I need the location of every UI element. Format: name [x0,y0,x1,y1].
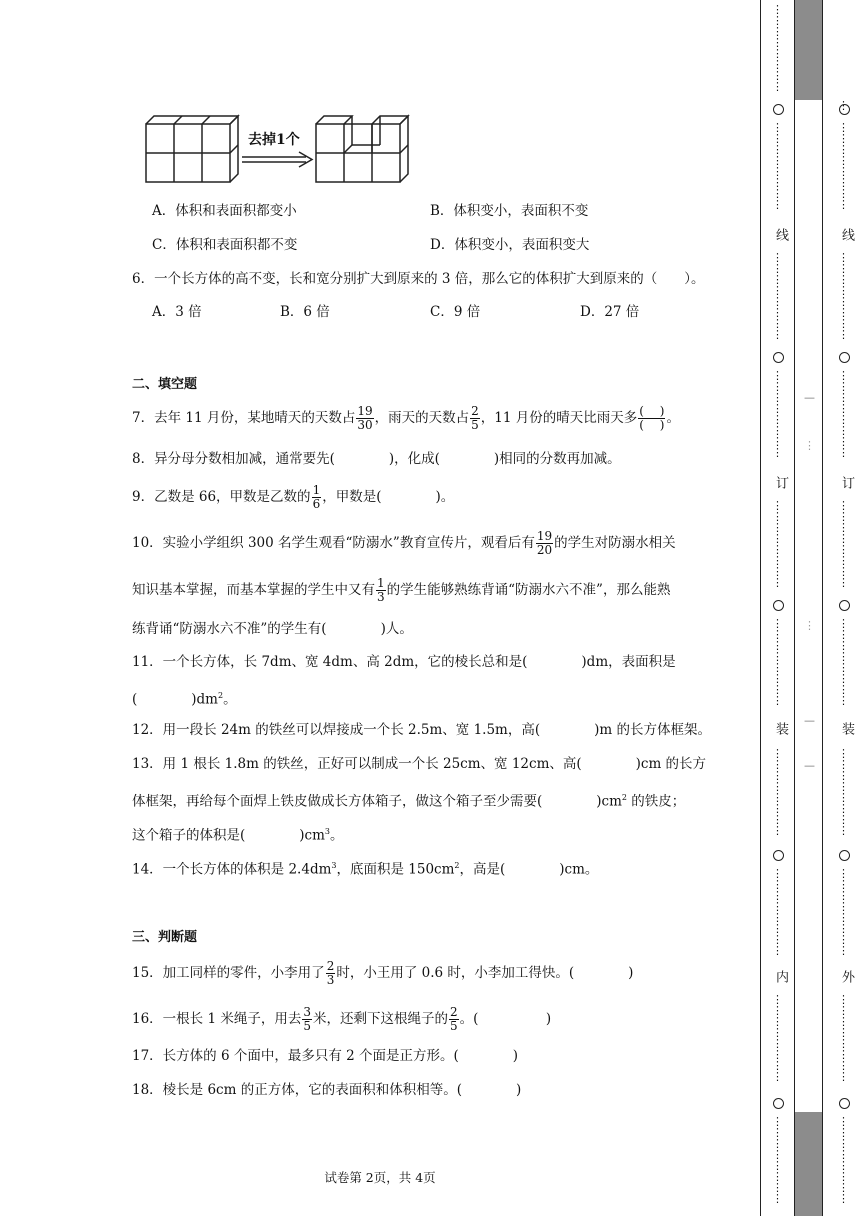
superscript: 2 [621,793,627,802]
question-12: 12．用一段长 24m 的铁丝可以焊接成一个长 2.5m、宽 1.5m，高( )m 的长方体框架。 [132,722,711,738]
dotted-line-inner: ⋮ ⋮ ⋮ ⋮ ⋮ ⋮ ⋮ ⋮ [772,121,783,211]
question-9 [132,484,454,511]
denominator: 3 [377,590,385,604]
circle-mark [839,352,850,363]
q6-option-a: A．3 倍 [152,304,202,320]
q11-end: 。 [223,691,237,708]
q5-option-b: B．体积变小，表面积不变 [430,203,589,219]
dotted-line-outer: ⋮ ⋮ ⋮ ⋮ ⋮ ⋮ ⋮ ⋮ [838,251,849,341]
superscript: 3 [324,827,330,836]
circle-mark [773,104,784,115]
question-8: 8．异分母分数相加减，通常要先( )，化成( )相同的分数再加减。 [132,451,621,467]
q16-text-2: 米，还剩下这根绳子的 [313,1011,448,1027]
q9-text-1: 9．乙数是 66，甲数是乙数的 [132,489,311,505]
faint-marks: — [804,714,815,727]
circle-mark [839,1098,850,1109]
numerator: 1 [377,576,385,590]
q10-text-3: 知识基本掌握，而基本掌握的学生中又有 [132,582,375,598]
numerator: 19 [536,529,553,543]
q15-text-1: 15．加工同样的零件，小李用了 [132,965,325,981]
question-14 [132,856,598,880]
dotted-line-inner: ⋮ ⋮ ⋮ ⋮ ⋮ ⋮ ⋮ ⋮ [772,369,783,459]
question-16 [132,1006,551,1033]
numerator: 3 [303,1005,311,1019]
q11-text: ( )dm [132,691,218,708]
faint-marks: ⋮ [804,619,815,632]
dotted-line-outer: ⋮ ⋮ ⋮ ⋮ ⋮ ⋮ ⋮ ⋮ [838,617,849,707]
strip-border [760,0,761,1216]
faint-marks: — [804,391,815,404]
fraction [449,1006,459,1033]
fraction [302,1006,312,1033]
question-11-line-1: 11．一个长方体，长 7dm、宽 4dm、高 2dm，它的棱长总和是( )dm，表面积是 [132,654,676,670]
fraction [312,484,322,511]
dotted-line-inner: ⋮ ⋮ ⋮ ⋮ ⋮ ⋮ ⋮ ⋮ [772,3,783,93]
question-11-line-2 [132,686,237,710]
denominator: 3 [326,973,335,987]
numerator: 2 [326,959,335,973]
question-10-line-1 [132,530,676,557]
binding-label-inside: 内 [773,970,788,983]
dotted-line-inner: ⋮ ⋮ ⋮ ⋮ ⋮ ⋮ ⋮ ⋮ [772,867,783,957]
dotted-line-outer: ⋮ [838,99,849,112]
q7-text-4: 。 [666,410,680,426]
q10-text-1: 10．实验小学组织 300 名学生观看“防溺水”教育宣传片，观看后有 [132,535,535,551]
dotted-line-outer: ⋮ ⋮ ⋮ ⋮ ⋮ ⋮ ⋮ ⋮ [838,993,849,1083]
q5-option-d: D．体积变小，表面积变大 [430,237,590,253]
q15-text-2: 时，小王用了 0.6 时，小李加工得快。( ) [336,965,634,981]
dotted-line-outer: ⋮ ⋮ ⋮ ⋮ ⋮ ⋮ ⋮ ⋮ [838,499,849,589]
denominator: 20 [536,543,553,557]
circle-mark [773,1098,784,1109]
circle-mark [839,104,850,115]
denominator: 6 [312,497,321,511]
gray-band-bottom [795,1112,822,1216]
question-17: 17．长方体的 6 个面中，最多只有 2 个面是正方形。( ) [132,1048,519,1064]
faint-marks: ⋮ [804,439,815,452]
question-18: 18．棱长是 6cm 的正方体，它的表面积和体积相等。( ) [132,1082,522,1098]
q14-text-1: 14．一个长方体的体积是 2.4dm [132,861,332,878]
superscript: 2 [454,861,460,870]
arrow-label: 去掉1个 [248,132,300,148]
faint-marks: — [804,759,815,772]
fraction [376,577,386,604]
circle-mark [773,850,784,861]
binding-label-order-inner: 订 [773,476,788,489]
question-13-line-1: 13．用 1 根长 1.8m 的铁丝，正好可以制成一个长 25cm、宽 12cm、高( )cm 的长方 [132,756,707,772]
fraction [356,405,373,432]
section-title-fill-blank: 二、填空题 [132,377,198,392]
question-13-line-3 [132,822,344,846]
q10-text-4: 的学生能够熟练背诵“防溺水六不准”，那么能熟 [386,582,671,598]
q7-text-1: 7．去年 11 月份，某地晴天的天数占 [132,410,356,426]
dotted-line-inner: ⋮ ⋮ ⋮ ⋮ ⋮ ⋮ ⋮ ⋮ [772,1115,783,1205]
circle-mark [773,352,784,363]
denominator: ( ) [639,418,665,432]
question-10-line-3: 练背诵“防溺水六不准”的学生有( )人。 [132,621,413,637]
dotted-line-inner: ⋮ ⋮ ⋮ ⋮ ⋮ ⋮ ⋮ ⋮ [772,499,783,589]
q13-text-4: 这个箱子的体积是( )cm [132,827,325,844]
q13-text-2: 体框架，再给每个面焊上铁皮做成长方体箱子，做这个箱子至少需要( )cm [132,793,622,810]
superscript: 2 [217,691,224,700]
question-13-line-2 [132,788,685,812]
binding-label-outside: 外 [839,970,854,983]
superscript: 3 [331,861,337,870]
question-6: 6．一个长方体的高不变，长和宽分别扩大到原来的 3 倍，那么它的体积扩大到原来的（ ）。 [132,271,705,287]
numerator: 2 [450,1005,458,1019]
answer-fraction-blank[interactable] [638,405,665,432]
q5-option-a: A．体积和表面积都变小 [152,203,297,219]
question-15 [132,960,633,987]
q7-text-3: ，11 月份的晴天比雨天多 [480,410,638,426]
fraction [470,405,480,432]
q6-option-b: B．6 倍 [280,304,330,320]
binding-label-bind-outer: 装 [839,722,854,735]
circle-mark [839,600,850,611]
question-10-line-2 [132,577,670,604]
circle-mark [839,850,850,861]
dotted-line-inner: ⋮ ⋮ ⋮ ⋮ ⋮ ⋮ ⋮ ⋮ [772,747,783,837]
binding-label-bind-inner: 装 [773,722,788,735]
dotted-line-inner: ⋮ ⋮ ⋮ ⋮ ⋮ ⋮ ⋮ ⋮ [772,251,783,341]
circle-mark [773,600,784,611]
section-title-true-false: 三、判断题 [132,930,198,945]
question-7 [132,405,680,432]
q13-end: 。 [330,827,344,844]
binding-strip [760,0,860,1216]
binding-label-line-inner: 线 [773,228,788,241]
q13-text-3: 的铁皮； [627,793,686,810]
page-footer: 试卷第 2页，共 4页 [324,1170,436,1185]
cube-figure [144,112,414,186]
q6-option-c: C．9 倍 [430,304,481,320]
q9-text-2: ，甲数是( )。 [322,489,455,505]
denominator: 5 [471,418,479,432]
dotted-line-outer: ⋮ ⋮ ⋮ ⋮ ⋮ ⋮ ⋮ ⋮ [838,1115,849,1205]
q5-option-c: C．体积和表面积都不变 [152,237,298,253]
numerator: 19 [357,404,373,418]
strip-border [822,0,823,1216]
dotted-line-inner: ⋮ ⋮ ⋮ ⋮ ⋮ ⋮ ⋮ ⋮ [772,617,783,707]
q7-text-2: ，雨天的天数占 [374,410,470,426]
dotted-line-outer: ⋮ ⋮ ⋮ ⋮ ⋮ ⋮ ⋮ ⋮ [838,747,849,837]
denominator: 5 [450,1019,458,1033]
binding-label-line-outer: 线 [839,228,854,241]
dotted-line-outer: ⋮ ⋮ ⋮ ⋮ ⋮ ⋮ ⋮ ⋮ [838,369,849,459]
q14-text-3: ，高是( )cm。 [459,861,599,878]
denominator: 5 [303,1019,311,1033]
q10-text-2: 的学生对防溺水相关 [554,535,676,551]
q16-text-3: 。( ) [459,1011,552,1027]
gray-band-top [795,0,822,100]
strip-border [794,0,795,1216]
q14-text-2: ，底面积是 150cm [336,861,455,878]
numerator: ( ) [639,404,665,418]
fraction [536,530,553,557]
dotted-line-outer: ⋮ ⋮ ⋮ ⋮ ⋮ ⋮ ⋮ ⋮ [838,121,849,211]
denominator: 30 [357,418,373,432]
dotted-line-inner: ⋮ ⋮ ⋮ ⋮ ⋮ ⋮ ⋮ ⋮ [772,993,783,1083]
binding-label-order-outer: 订 [839,476,854,489]
q16-text-1: 16．一根长 1 米绳子，用去 [132,1011,302,1027]
numerator: 2 [471,404,479,418]
numerator: 1 [312,483,321,497]
dotted-line-outer: ⋮ ⋮ ⋮ ⋮ ⋮ ⋮ ⋮ ⋮ [838,867,849,957]
q6-option-d: D．27 倍 [580,304,640,320]
fraction [326,960,336,987]
